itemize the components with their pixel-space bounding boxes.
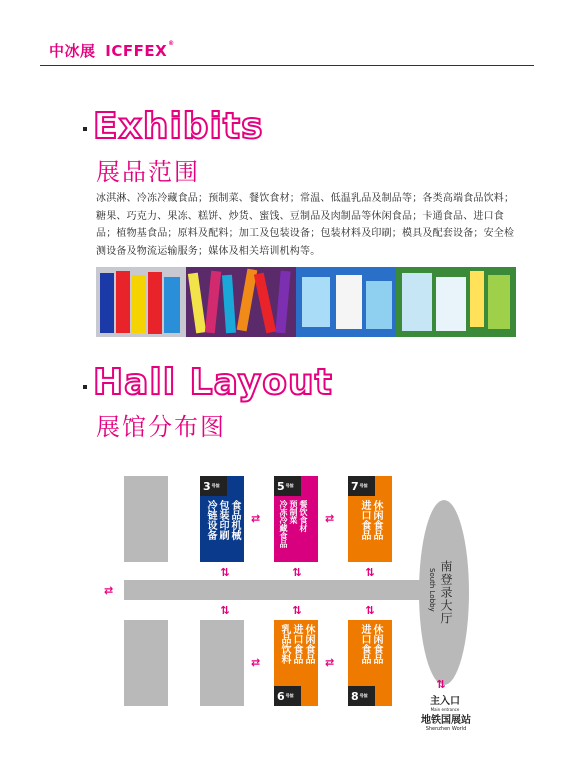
logo-en: ICFFEX	[105, 42, 168, 60]
connection-arrow-icon: ⇄	[290, 567, 304, 577]
connection-arrow-icon: ⇄	[104, 584, 114, 597]
product-photos-image	[96, 267, 516, 337]
connection-arrow-icon: ⇄	[363, 605, 377, 615]
connection-arrow-icon: ⇄	[251, 656, 261, 669]
hall-category-text: 食品机械 包装印刷 冷链设备	[205, 500, 240, 540]
hall-number-badge: 6 号馆	[274, 686, 301, 706]
hall-number-badge: 7 号馆	[348, 476, 375, 496]
main-entrance-cn: 主入口	[430, 696, 460, 707]
hall-category-text: 餐饮食材 预制菜 冷冻冷藏食品	[279, 500, 308, 548]
main-entrance-en: Main entrance	[430, 707, 460, 712]
hall-8[interactable]	[348, 620, 392, 706]
connection-arrow-icon: ⇄	[325, 512, 335, 525]
exhibits-photo-strip	[96, 267, 516, 337]
metro-station-cn: 地铁国展站	[421, 715, 471, 726]
hall-category-text: 休闲食品 进口食品 乳品饮料	[279, 624, 314, 664]
hall-number-badge: 8 号馆	[348, 686, 375, 706]
hall-category-text: 休闲食品 进口食品	[359, 624, 382, 664]
section-bullet	[83, 385, 87, 389]
hall-block-gray	[200, 620, 244, 706]
connection-arrow-icon: ⇄	[363, 567, 377, 577]
section-bullet	[83, 127, 87, 131]
hall-number-badge: 5 号馆	[274, 476, 301, 496]
exhibits-description: 冰淇淋、冷冻冷藏食品；预制菜、餐饮食材；常温、低温乳品及制品等；各类高端食品饮料；糖果、巧克力、果冻、糕饼、炒货、蜜饯、豆制品及肉制品等休闲食品；卡通食品、进口食品；植物基食品；原料及配料；加工及包装设备；包装材料及印刷；模具及配套设备；安全检测设备及物流运输服务；媒体及相关培训机构等。	[96, 193, 515, 257]
hall-3[interactable]	[200, 476, 244, 562]
main-entrance-label	[425, 692, 465, 712]
logo-cn: 中冰展	[49, 42, 96, 60]
exhibits-title-cn: 展品范围	[96, 158, 200, 186]
hall-5[interactable]	[274, 476, 318, 562]
connection-arrow-icon: ⇄	[290, 605, 304, 615]
hall-block-gray	[124, 620, 168, 706]
metro-station-en: Shenzhen World	[425, 726, 467, 732]
brand-logo	[49, 40, 175, 61]
connection-arrow-icon: ⇄	[251, 512, 261, 525]
connection-arrow-icon: ⇄	[325, 656, 335, 669]
main-corridor	[124, 580, 424, 600]
layout-title-en: Hall Layout	[93, 362, 333, 403]
lobby-label-en: South Lobby	[428, 568, 436, 612]
hall-number-badge: 3 号馆	[200, 476, 227, 496]
connection-arrow-icon: ⇄	[434, 679, 448, 689]
exhibits-title-en: Exhibits	[93, 106, 264, 147]
logo-registered: ®	[168, 40, 175, 47]
hall-7[interactable]	[348, 476, 392, 562]
hall-block-gray	[124, 476, 168, 562]
header-divider	[40, 65, 534, 66]
metro-station-label	[416, 711, 476, 732]
connection-arrow-icon: ⇄	[218, 567, 232, 577]
layout-title-cn: 展馆分布图	[96, 413, 226, 441]
hall-6[interactable]	[274, 620, 318, 706]
lobby-label-cn: 南登录大厅	[439, 560, 453, 625]
connection-arrow-icon: ⇄	[218, 605, 232, 615]
hall-category-text: 休闲食品 进口食品	[359, 500, 382, 540]
